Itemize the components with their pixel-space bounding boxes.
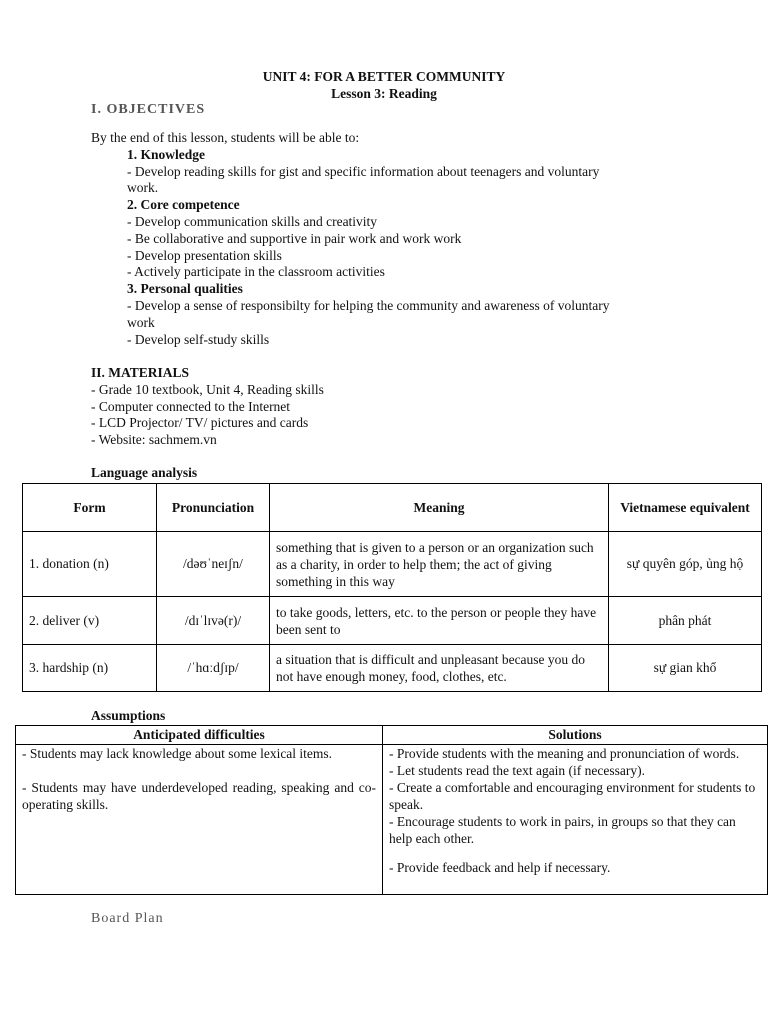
core-heading: 2. Core competence: [127, 197, 240, 213]
core-item: - Actively participate in the classroom activities: [127, 264, 385, 280]
knowledge-heading: 1. Knowledge: [127, 146, 206, 162]
lesson-title: Lesson 3: Reading: [331, 86, 437, 101]
materials-item: - Computer connected to the Internet: [91, 398, 291, 414]
assumptions-heading: Assumptions: [91, 708, 166, 723]
solutions-cell: [383, 745, 768, 895]
solution-item: - Create a comfortable and encouraging environment for students to speak.: [389, 780, 756, 812]
materials-heading: II. MATERIALS: [91, 365, 190, 380]
objectives-intro: By the end of this lesson, students will be able to:: [91, 130, 360, 145]
assumptions-table: [15, 725, 768, 895]
solution-item: - Provide feedback and help if necessary.: [389, 860, 611, 875]
personal-item: - Develop self-study skills: [127, 331, 270, 347]
col-vietnamese: Vietnamese equivalent: [609, 484, 762, 532]
table-header-row: [23, 484, 762, 532]
materials-item: - LCD Projector/ TV/ pictures and cards: [91, 415, 309, 431]
meaning-cell: to take goods, letters, etc. to the person or people they have been sent to: [270, 597, 609, 645]
table-header-row: [16, 726, 768, 745]
personal-item: - Develop a sense of responsibilty for helping the community and awareness of voluntary: [127, 297, 610, 313]
vi-cell: sự gian khổ: [609, 645, 762, 692]
solution-item: - Provide students with the meaning and pronunciation of words.: [389, 746, 740, 761]
col-meaning: Meaning: [270, 484, 609, 532]
personal-item-cont: work: [127, 314, 155, 330]
language-analysis-table: [22, 483, 762, 692]
core-item: - Develop presentation skills: [127, 247, 282, 263]
difficulty-item: - Students may have underdeveloped reading, speaking and co-operating skills.: [22, 780, 376, 812]
vi-cell: phân phát: [609, 597, 762, 645]
materials-item: - Grade 10 textbook, Unit 4, Reading skills: [91, 381, 324, 397]
vi-cell: sự quyên góp, ủng hộ: [609, 532, 762, 597]
knowledge-item-cont: work.: [127, 180, 159, 196]
col-form: Form: [23, 484, 157, 532]
objectives-heading: I. OBJECTIVES: [91, 102, 206, 117]
table-row: [16, 745, 768, 895]
meaning-cell: a situation that is difficult and unpleasant because you do not have enough money, food, clothes, etc.: [270, 645, 609, 692]
col-solutions: Solutions: [383, 726, 768, 745]
solution-item: - Let students read the text again (if necessary).: [389, 763, 646, 778]
table-row: [23, 645, 762, 692]
difficulty-item: - Students may lack knowledge about some lexical items.: [22, 746, 333, 761]
materials-item: - Website: sachmem.vn: [91, 432, 217, 448]
materials-section: [91, 365, 691, 449]
table-row: [23, 597, 762, 645]
solution-item: - Encourage students to work in pairs, in groups so that they can help each other.: [389, 814, 736, 846]
difficulties-cell: [16, 745, 383, 895]
board-plan-heading: Board Plan: [91, 911, 164, 926]
unit-title: UNIT 4: FOR A BETTER COMMUNITY: [262, 69, 506, 84]
col-pronunciation: Pronunciation: [157, 484, 270, 532]
pron-cell: /dɪˈlɪvə(r)/: [157, 597, 270, 645]
table-row: [23, 532, 762, 597]
knowledge-item: - Develop reading skills for gist and specific information about teenagers and voluntary: [127, 163, 600, 179]
language-analysis-heading: Language analysis: [91, 465, 198, 480]
form-cell: 2. deliver (v): [23, 597, 157, 645]
form-cell: 1. donation (n): [23, 532, 157, 597]
meaning-cell: something that is given to a person or an organization such as a charity, in order to help them; the act of giving something in this way: [270, 532, 609, 597]
personal-heading: 3. Personal qualities: [127, 281, 243, 297]
form-cell: 3. hardship (n): [23, 645, 157, 692]
col-difficulties: Anticipated difficulties: [16, 726, 383, 745]
core-item: - Develop communication skills and creativity: [127, 213, 378, 229]
core-item: - Be collaborative and supportive in pair work and work work: [127, 230, 462, 246]
pron-cell: /dəʊˈneɪʃn/: [157, 532, 270, 597]
pron-cell: /ˈhɑːdʃɪp/: [157, 645, 270, 692]
objectives-section: [91, 130, 691, 348]
